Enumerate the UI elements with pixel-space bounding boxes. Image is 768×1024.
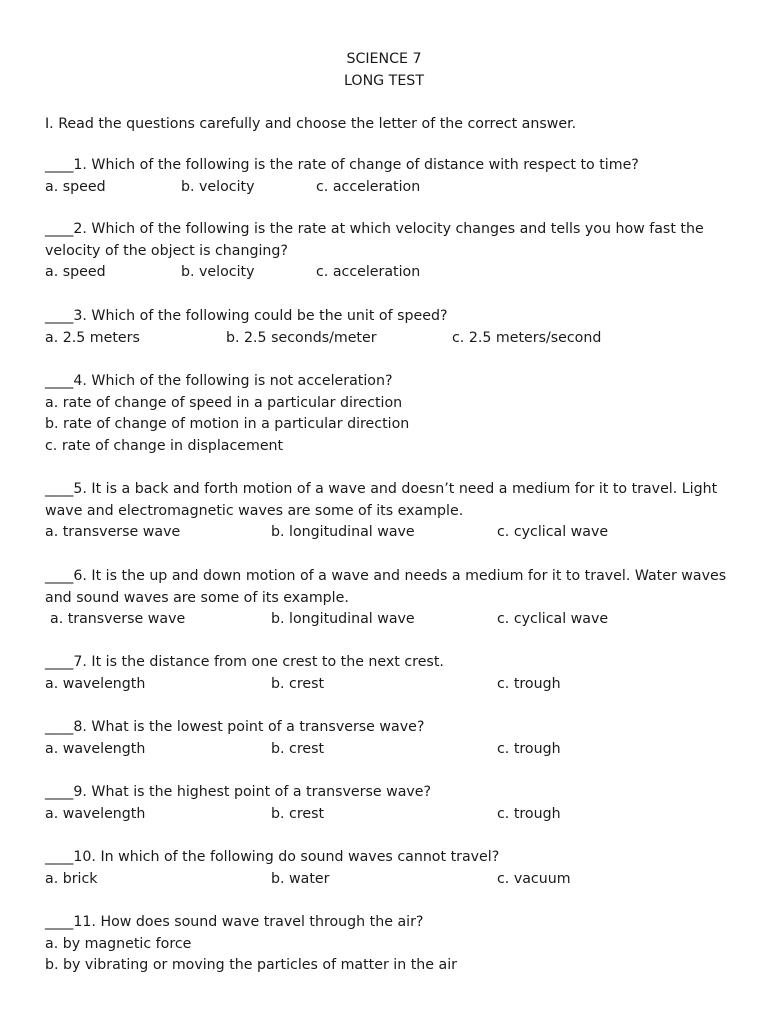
option-a: a. transverse wave (50, 611, 186, 628)
question-text: 2. Which of the following is the rate at which velocity changes and tells you how fast the (73, 221, 704, 237)
option-b: b. by vibrating or moving the particles of matter in the air (45, 957, 457, 974)
option-a: a. speed (45, 264, 106, 281)
option-c: c. trough (497, 675, 561, 692)
answer-blank: ____ (45, 373, 74, 389)
option-c: c. trough (497, 740, 561, 757)
question-6 (45, 566, 725, 631)
page-subtitle: LONG TEST (344, 73, 424, 89)
option-a: a. brick (45, 870, 98, 887)
answer-blank: ____ (45, 654, 74, 670)
option-b: b. velocity (181, 178, 255, 195)
answer-blank: ____ (45, 157, 74, 173)
question-text: 10. In which of the following do sound waves cannot travel? (73, 849, 500, 865)
option-c: c. vacuum (497, 870, 571, 887)
test-header (0, 48, 768, 92)
option-b: b. velocity (181, 264, 255, 281)
question-11 (45, 912, 725, 977)
question-9 (45, 782, 725, 825)
instruction-text: I. Read the questions carefully and choose the letter of the correct answer. (45, 116, 577, 132)
option-b: b. rate of change of motion in a particular direction (45, 416, 410, 433)
option-b: b. water (271, 870, 330, 887)
question-text-continued: velocity of the object is changing? (45, 242, 288, 259)
option-c: c. 2.5 meters/second (452, 329, 602, 346)
option-c: c. cyclical wave (497, 524, 609, 541)
answer-blank: ____ (45, 481, 74, 497)
option-c: c. acceleration (316, 264, 421, 281)
question-1 (45, 155, 725, 198)
question-text: 4. Which of the following is not acceleration? (73, 373, 393, 389)
question-text-continued: wave and electromagnetic waves are some of its example. (45, 502, 464, 519)
option-c: c. rate of change in displacement (45, 437, 284, 454)
answer-blank: ____ (45, 849, 74, 865)
option-a: a. speed (45, 178, 106, 195)
question-text: 3. Which of the following could be the unit of speed? (73, 308, 448, 324)
question-2 (45, 219, 725, 284)
option-b: b. crest (271, 805, 325, 822)
answer-blank: ____ (45, 568, 74, 584)
question-text-continued: and sound waves are some of its example. (45, 589, 349, 606)
option-b: b. 2.5 seconds/meter (226, 329, 377, 346)
question-5 (45, 479, 725, 544)
answer-blank: ____ (45, 221, 74, 237)
option-a: a. wavelength (45, 675, 146, 692)
question-7 (45, 652, 725, 695)
question-text: 7. It is the distance from one crest to the next crest. (73, 654, 444, 670)
page-title: SCIENCE 7 (346, 51, 422, 67)
answer-blank: ____ (45, 719, 74, 735)
option-a: a. rate of change of speed in a particular direction (45, 394, 403, 411)
question-4 (45, 371, 725, 457)
question-text: 8. What is the lowest point of a transverse wave? (73, 719, 425, 735)
option-c: c. trough (497, 805, 561, 822)
question-text: 9. What is the highest point of a transverse wave? (73, 784, 432, 800)
question-text: 11. How does sound wave travel through the air? (73, 914, 424, 930)
option-a: a. by magnetic force (45, 935, 192, 952)
question-text: 6. It is the up and down motion of a wave and needs a medium for it to travel. Water waves (73, 568, 727, 584)
option-b: b. crest (271, 740, 325, 757)
question-10 (45, 847, 725, 890)
option-a: a. wavelength (45, 805, 146, 822)
question-text: 5. It is a back and forth motion of a wave and doesn’t need a medium for it to travel. Light (73, 481, 718, 497)
option-b: b. crest (271, 675, 325, 692)
option-c: c. acceleration (316, 178, 421, 195)
question-3 (45, 306, 725, 349)
option-a: a. transverse wave (45, 524, 181, 541)
answer-blank: ____ (45, 914, 74, 930)
answer-blank: ____ (45, 308, 74, 324)
question-8 (45, 717, 725, 760)
answer-blank: ____ (45, 784, 74, 800)
option-c: c. cyclical wave (497, 611, 609, 628)
option-b: b. longitudinal wave (271, 611, 415, 628)
question-text: 1. Which of the following is the rate of change of distance with respect to time? (73, 157, 639, 173)
option-b: b. longitudinal wave (271, 524, 415, 541)
option-a: a. 2.5 meters (45, 329, 140, 346)
option-a: a. wavelength (45, 740, 146, 757)
